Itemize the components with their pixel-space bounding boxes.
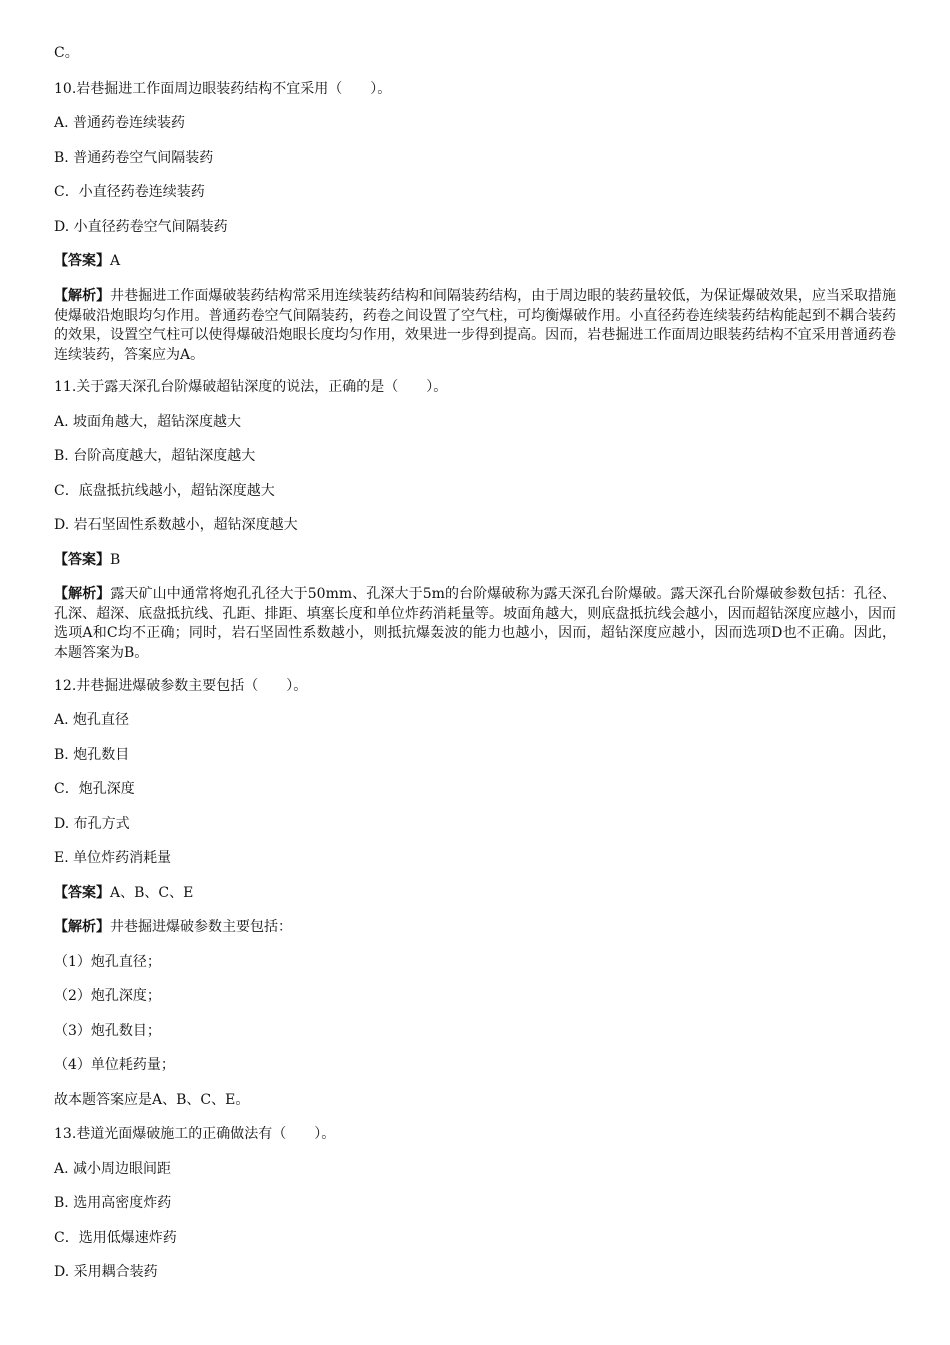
question-10-explanation [54, 287, 896, 365]
question-12-explanation [54, 918, 292, 937]
explanation-text: 井巷掘进爆破参数主要包括： [110, 919, 292, 935]
question-10-option-b: B. 普通药卷空气间隔装药 [54, 150, 214, 166]
question-11-answer [54, 551, 120, 570]
answer-tag: 【答案】 [54, 253, 110, 269]
answer-value: B [110, 552, 121, 568]
question-10-stem: 10.岩巷掘进工作面周边眼装药结构不宜采用（ ）。 [54, 81, 392, 97]
explanation-text: 露天矿山中通常将炮孔孔径大于50mm、孔深大于5m的台阶爆破称为露天深孔台阶爆破。露天深孔台阶爆破参数包括：孔径、孔深、超深、底盘抵抗线、孔距、排距、填塞长度和单位炸药消耗量等。坡面角越大，则底盘抵抗线会越小，因而超钻深度应越小，因而选项A和C均不正确；同时，岩石坚固性系数越小，则抵抗爆轰波的能力也越小，因而，超钻深度应越小，因而选项D也不正确。因此，本题答案为B。 [54, 586, 896, 661]
question-10-option-d: D. 小直径药卷空气间隔装药 [54, 219, 228, 235]
question-12-option-e: E. 单位炸药消耗量 [54, 850, 172, 866]
question-12-option-a: A. 炮孔直径 [54, 712, 130, 728]
question-11-stem: 11.关于露天深孔台阶爆破超钻深度的说法，正确的是（ ）。 [54, 379, 448, 395]
question-12-option-c: C．炮孔深度 [54, 781, 135, 797]
question-11-option-c: C．底盘抵抗线越小，超钻深度越大 [54, 483, 275, 499]
question-10-option-c: C．小直径药卷连续装药 [54, 184, 205, 200]
question-12-stem: 12.井巷掘进爆破参数主要包括（ ）。 [54, 678, 308, 694]
explanation-point-2: （2）炮孔深度； [54, 988, 161, 1004]
explanation-tag: 【解析】 [54, 586, 111, 602]
question-13-option-c: C．选用低爆速炸药 [54, 1230, 177, 1246]
answer-tag: 【答案】 [54, 885, 110, 901]
question-11-explanation [54, 585, 896, 663]
answer-tag: 【答案】 [54, 552, 110, 568]
question-13-option-b: B. 选用高密度炸药 [54, 1195, 172, 1211]
question-12-option-d: D. 布孔方式 [54, 816, 130, 832]
explanation-tag: 【解析】 [54, 919, 110, 935]
question-13-option-a: A. 减小周边眼间距 [54, 1161, 172, 1177]
question-12-answer [54, 884, 193, 903]
question-10-answer [54, 252, 120, 271]
explanation-point-3: （3）炮孔数目； [54, 1023, 161, 1039]
answer-value: A [110, 253, 121, 269]
explanation-point-1: （1）炮孔直径； [54, 954, 161, 970]
question-11-option-d: D. 岩石坚固性系数越小，超钻深度越大 [54, 517, 298, 533]
explanation-text: 井巷掘进工作面爆破装药结构常采用连续装药结构和间隔装药结构，由于周边眼的装药量较低，为保证爆破效果，应当采取措施使爆破沿炮眼均匀作用。普通药卷空气间隔装药，药卷之间设置了空气柱，可均衡爆破作用。小直径药卷连续装药结构能起到不耦合装药的效果，设置空气柱可以使得爆破沿炮眼长度均匀作用，效果进一步得到提高。因而，岩巷掘进工作面周边眼装药结构不宜采用普通药卷连续装药，答案应为A。 [54, 288, 897, 363]
question-13-option-d: D. 采用耦合装药 [54, 1264, 158, 1280]
question-12-option-b: B. 炮孔数目 [54, 747, 130, 763]
question-13-stem: 13.巷道光面爆破施工的正确做法有（ ）。 [54, 1126, 336, 1142]
explanation-point-4: （4）单位耗药量； [54, 1057, 175, 1073]
question-11-option-b: B. 台阶高度越大，超钻深度越大 [54, 448, 256, 464]
question-10-option-a: A. 普通药卷连续装药 [54, 115, 186, 131]
question-12-conclusion: 故本题答案应是A、B、C、E。 [54, 1092, 250, 1108]
explanation-tag: 【解析】 [54, 288, 111, 304]
question-11-option-a: A. 坡面角越大，超钻深度越大 [54, 414, 242, 430]
prev-answer-option: C。 [54, 45, 79, 61]
answer-value: A、B、C、E [110, 885, 194, 901]
